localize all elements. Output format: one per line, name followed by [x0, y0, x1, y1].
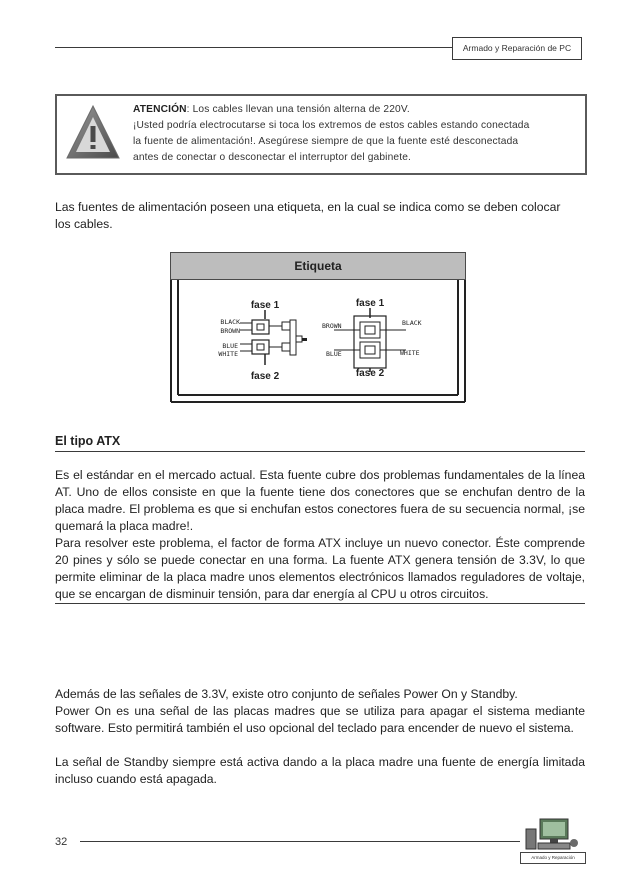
bottom-paragraph-2: Power On es una señal de las placas madres que se utiliza para apagar el sistema mediante software. Esto permitirá también el uso opcional del teclado para encender de nuevo el sistema.	[55, 704, 585, 735]
header-rule	[55, 47, 453, 48]
left-fase-2-label: fase 2	[250, 371, 280, 382]
section-paragraph-1: Es el estándar en el mercado actual. Esta fuente cubre dos problemas fundamentales de la línea AT. Uno de ellos consiste en que la fuente tiene dos conectores que se enchufan dentro de la placa madre. El problema es que si enchufan estos conectores fuera de su secuencia normal, ¡se quemará la placa madre!.	[55, 468, 585, 533]
warning-label: ATENCIÓN	[133, 104, 187, 115]
right-wire-white: WHITE	[400, 349, 420, 357]
left-wire-brown: BROWN	[220, 327, 240, 335]
left-wire-white: WHITE	[218, 350, 238, 358]
right-fase-1-label: fase 1	[355, 298, 385, 309]
right-wire-blue: BLUE	[326, 350, 342, 358]
warning-text	[133, 102, 578, 166]
left-connector-diagram	[240, 310, 307, 365]
right-connector-diagram	[334, 308, 406, 372]
page-number: 32	[55, 836, 68, 848]
figure-title: Etiqueta	[170, 252, 466, 280]
label-figure	[170, 252, 466, 408]
warning-line-2: ¡Usted podría electrocutarse si toca los extremos de estos cables estando conectada	[133, 120, 530, 131]
bottom-paragraph-1: Además de las señales de 3.3V, existe otro conjunto de señales Power On y Standby.	[55, 687, 518, 701]
warning-box	[55, 94, 587, 175]
footer-rule	[80, 841, 520, 842]
right-wire-brown: BROWN	[322, 322, 342, 330]
section-bottom-rule	[55, 603, 585, 604]
warning-line-3: la fuente de alimentación!. Asegúrese siempre de que la fuente esté desconectada	[133, 136, 519, 147]
left-fase-1-label: fase 1	[250, 300, 280, 311]
right-fase-2-label: fase 2	[355, 368, 385, 379]
left-wire-black: BLACK	[220, 318, 240, 326]
warning-line-1: : Los cables llevan una tensión alterna de 220V.	[186, 104, 410, 115]
warning-line-4: antes de conectar o desconectar el interruptor del gabinete.	[133, 152, 412, 163]
running-header: Armado y Reparación de PC	[452, 37, 582, 60]
footer-logo-label: Armado y Reparación	[520, 852, 586, 864]
bottom-paragraph-3: La señal de Standby siempre está activa dando a la placa madre una fuente de energía limitada incluso cuando está apagada.	[55, 755, 585, 786]
section-paragraph-2: Para resolver este problema, el factor de forma ATX incluye un nuevo conector. Éste comprende 20 pines y sólo se puede conectar en una forma. La fuente ATX genera tensión de 3.3V, lo que permite eliminar de la placa madre unos elementos electrónicos llamados reguladores de voltaje, que se encargan de disminuir tensión, para dar energía al CPU u otros circuitos.	[55, 536, 585, 601]
section-rule	[55, 451, 585, 452]
warning-triangle-icon	[65, 104, 121, 162]
intro-paragraph: Las fuentes de alimentación poseen una etiqueta, en la cual se indica como se deben colocar los cables.	[55, 200, 561, 231]
right-wire-black: BLACK	[402, 319, 422, 327]
section-title: El tipo ATX	[55, 434, 121, 448]
left-wire-blue: BLUE	[222, 342, 238, 350]
